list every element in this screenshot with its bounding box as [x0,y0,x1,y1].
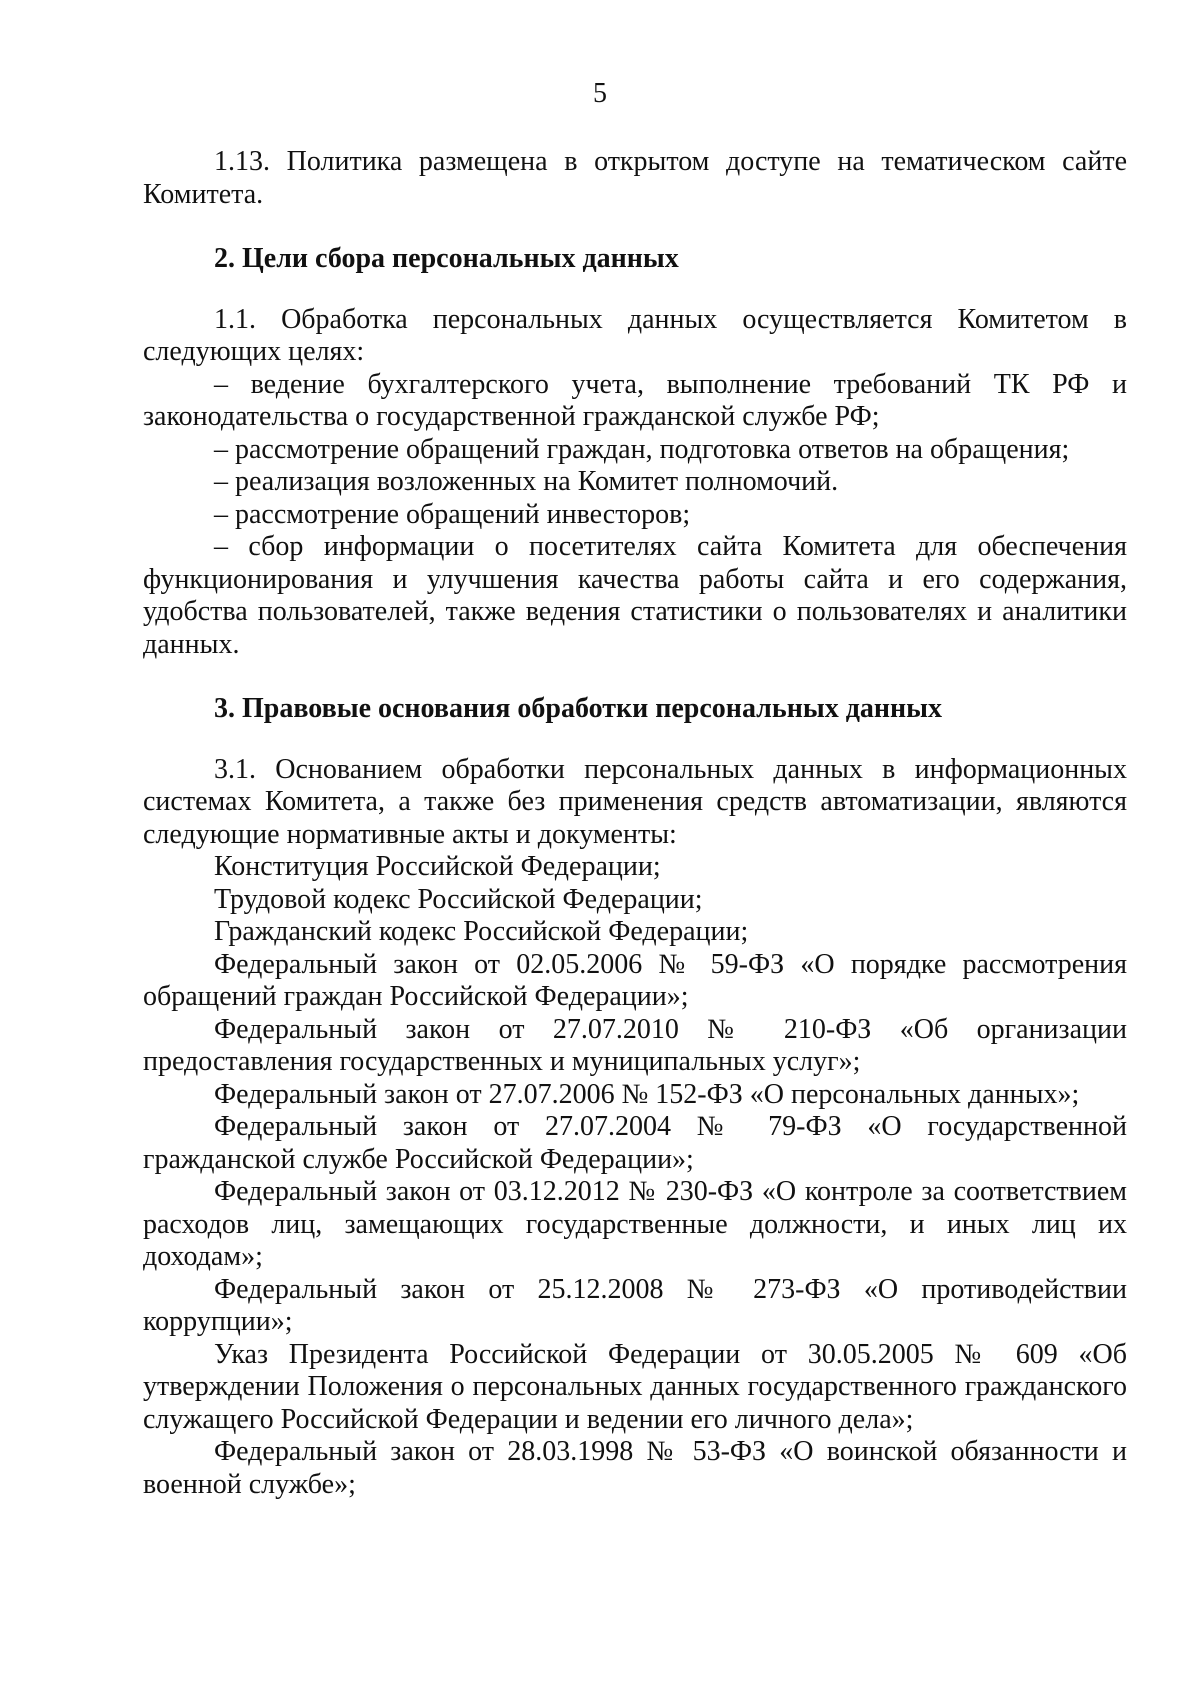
section-3-item: Федеральный закон от 27.07.2004 № 79-ФЗ «О государственной гражданской службе Российской Федерации»; [143,1111,1127,1175]
section-3-item: Федеральный закон от 03.12.2012 № 230-ФЗ «О контроле за соответствием расходов лиц, замещающих государственные должности, и иных лиц их доходам»; [143,1176,1127,1272]
section-2-intro: 1.1. Обработка персональных данных осуществляется Комитетом в следующих целях: [143,303,1127,367]
section-2-item: – ведение бухгалтерского учета, выполнение требований ТК РФ и законодательства о государственной гражданской службе РФ; [143,368,1127,432]
page-number: 5 [593,78,607,109]
section-2-item: – сбор информации о посетителях сайта Комитета для обеспечения функционирования и улучшения качества работы сайта и его содержания, удобства пользователей, также ведения статистики о пользователях и аналитики данных. [143,531,1127,660]
section-2-heading: 2. Цели сбора персональных данных [214,243,679,274]
section-2-item: – рассмотрение обращений инвесторов; [214,498,691,530]
section-3-heading: 3. Правовые основания обработки персональных данных [214,693,942,724]
section-3-item: Федеральный закон от 27.07.2006 № 152-ФЗ «О персональных данных»; [214,1078,1080,1110]
section-2-item: – рассмотрение обращений граждан, подготовка ответов на обращения; [214,433,1070,465]
section-3-item: Федеральный закон от 28.03.1998 № 53-ФЗ «О воинской обязанности и военной службе»; [143,1436,1127,1500]
section-3-item: Конституция Российской Федерации; [214,851,661,882]
section-3-item: Федеральный закон от 27.07.2010 № 210-ФЗ «Об организации предоставления государственных и муниципальных услуг»; [143,1013,1127,1077]
section-3-item: Указ Президента Российской Федерации от 30.05.2005 № 609 «Об утверждении Положения о персональных данных государственного гражданского служащего Российской Федерации и ведении его личного дела»; [143,1338,1127,1435]
document-body [143,146,1127,1501]
section-3-item: Федеральный закон от 25.12.2008 № 273-ФЗ «О противодействии коррупции»; [143,1273,1127,1337]
section-3-item: Трудовой кодекс Российской Федерации; [214,883,703,915]
section-3-intro: 3.1. Основанием обработки персональных данных в информационных системах Комитета, а также без применения средств автоматизации, являются следующие нормативные акты и документы: [143,753,1127,850]
section-3-item: Гражданский кодекс Российской Федерации; [214,916,749,947]
section-2-item: – реализация возложенных на Комитет полномочий. [214,466,839,497]
section-3-item: Федеральный закон от 02.05.2006 № 59-ФЗ «О порядке рассмотрения обращений граждан Российской Федерации»; [143,948,1127,1012]
paragraph-1-13: 1.13. Политика размещена в открытом доступе на тематическом сайте Комитета. [143,146,1127,210]
